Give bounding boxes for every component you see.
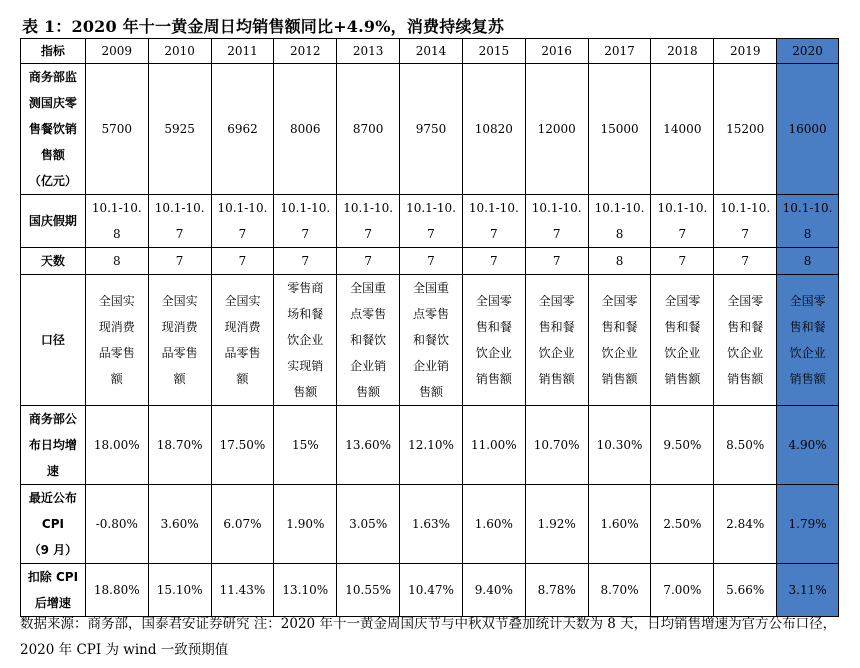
table-row [21, 275, 839, 406]
header-year: 2014 [400, 39, 463, 64]
table-cell: 9.50% [651, 406, 714, 485]
table-cell: 7 [400, 248, 463, 275]
table-cell: 15000 [588, 64, 651, 195]
table-title: 表 1：2020 年十一黄金周日均销售额同比+4.9%，消费持续复苏 [22, 17, 505, 36]
row-label: 最近公布 CPI （9 月） [21, 485, 86, 564]
table-cell: 7 [211, 248, 274, 275]
table-cell: 8 [85, 248, 148, 275]
table-cell: 12000 [525, 64, 588, 195]
table-row [21, 564, 839, 617]
table-cell: 10.1-10. 7 [400, 195, 463, 248]
table-cell: 5700 [85, 64, 148, 195]
footnote: 数据来源：商务部，国泰君安证券研究 注：2020 年十一黄金周国庆节与中秋双节叠加统计天数为 8 天，日均销售增速为官方公布口径，2020 年 CPI 为 wind 一致预期值 [20, 616, 837, 658]
table-cell: 1.63% [400, 485, 463, 564]
data-table [20, 38, 839, 617]
table-cell: 8 [777, 248, 839, 275]
table-cell: 10.1-10. 7 [148, 195, 211, 248]
table-cell: 10.1-10. 7 [211, 195, 274, 248]
header-year: 2012 [274, 39, 337, 64]
table-cell: 15% [274, 406, 337, 485]
table-cell: 8006 [274, 64, 337, 195]
row-label: 口径 [21, 275, 86, 406]
table-cell: 8700 [337, 64, 400, 195]
header-year: 2013 [337, 39, 400, 64]
table-cell: 18.70% [148, 406, 211, 485]
table-row [21, 64, 839, 195]
table-cell: 7 [148, 248, 211, 275]
header-year: 2019 [714, 39, 777, 64]
table-cell: 10.1-10. 7 [274, 195, 337, 248]
table-row [21, 406, 839, 485]
table-cell: 10.1-10. 7 [462, 195, 525, 248]
table-cell: 7 [651, 248, 714, 275]
table-cell: 10.55% [337, 564, 400, 617]
row-label: 天数 [21, 248, 86, 275]
table-cell: 10.47% [400, 564, 463, 617]
table-cell: 13.10% [274, 564, 337, 617]
table-cell: 1.60% [588, 485, 651, 564]
table-cell: 8.70% [588, 564, 651, 617]
row-label: 国庆假期 [21, 195, 86, 248]
header-year: 2018 [651, 39, 714, 64]
table-cell: 7 [337, 248, 400, 275]
table-cell: 5.66% [714, 564, 777, 617]
header-label: 指标 [21, 39, 86, 64]
table-cell: 10.1-10. 8 [777, 195, 839, 248]
table-cell: 11.00% [462, 406, 525, 485]
header-year: 2011 [211, 39, 274, 64]
table-cell: 4.90% [777, 406, 839, 485]
table-cell: 全国零 售和餐 饮企业 销售额 [588, 275, 651, 406]
table-cell: 11.43% [211, 564, 274, 617]
row-label: 商务部公 布日均增 速 [21, 406, 86, 485]
table-cell: 9750 [400, 64, 463, 195]
table-cell: 14000 [651, 64, 714, 195]
table-cell: 18.80% [85, 564, 148, 617]
table-cell: 10.1-10. 8 [85, 195, 148, 248]
table-cell: 13.60% [337, 406, 400, 485]
table-cell: 3.11% [777, 564, 839, 617]
table-cell: 2.84% [714, 485, 777, 564]
table-cell: 7 [274, 248, 337, 275]
table-cell: 16000 [777, 64, 839, 195]
table-cell: 全国零 售和餐 饮企业 销售额 [651, 275, 714, 406]
table-cell: 10.70% [525, 406, 588, 485]
table-cell: 全国零 售和餐 饮企业 销售额 [714, 275, 777, 406]
table-cell: 全国零 售和餐 饮企业 销售额 [777, 275, 839, 406]
row-label: 商务部监 测国庆零 售餐饮销 售额 （亿元） [21, 64, 86, 195]
header-year: 2017 [588, 39, 651, 64]
table-cell: 6962 [211, 64, 274, 195]
table-cell: 9.40% [462, 564, 525, 617]
table-cell: 7 [462, 248, 525, 275]
table-cell: 8 [588, 248, 651, 275]
table-cell: 2.50% [651, 485, 714, 564]
table-cell: 全国零 售和餐 饮企业 销售额 [462, 275, 525, 406]
table-cell: 15200 [714, 64, 777, 195]
table-cell: 3.05% [337, 485, 400, 564]
table-cell: 8.78% [525, 564, 588, 617]
table-cell: 7 [714, 248, 777, 275]
table-cell: 10.1-10. 7 [525, 195, 588, 248]
table-cell: 5925 [148, 64, 211, 195]
table-row [21, 248, 839, 275]
table-cell: 17.50% [211, 406, 274, 485]
table-cell: 10.30% [588, 406, 651, 485]
table-cell: 全国实 现消费 品零售 额 [148, 275, 211, 406]
table-cell: 18.00% [85, 406, 148, 485]
table-cell: 全国重 点零售 和餐饮 企业销 售额 [337, 275, 400, 406]
table-cell: 3.60% [148, 485, 211, 564]
table-cell: 7.00% [651, 564, 714, 617]
table-cell: 全国零 售和餐 饮企业 销售额 [525, 275, 588, 406]
table-cell: 10.1-10. 8 [588, 195, 651, 248]
header-year: 2010 [148, 39, 211, 64]
table-cell: 15.10% [148, 564, 211, 617]
table-cell: 全国实 现消费 品零售 额 [85, 275, 148, 406]
table-cell: 全国实 现消费 品零售 额 [211, 275, 274, 406]
table-row [21, 485, 839, 564]
table-cell: 零售商 场和餐 饮企业 实现销 售额 [274, 275, 337, 406]
table-cell: 全国重 点零售 和餐饮 企业销 售额 [400, 275, 463, 406]
row-label: 扣除 CPI 后增速 [21, 564, 86, 617]
table-cell: 10.1-10. 7 [337, 195, 400, 248]
table-cell: 1.79% [777, 485, 839, 564]
table-cell: 8.50% [714, 406, 777, 485]
table-cell: 10.1-10. 7 [714, 195, 777, 248]
header-row [21, 39, 839, 64]
table-cell: 1.60% [462, 485, 525, 564]
table-cell: 1.92% [525, 485, 588, 564]
table-cell: 12.10% [400, 406, 463, 485]
table-cell: 10.1-10. 7 [651, 195, 714, 248]
table-cell: 7 [525, 248, 588, 275]
header-year: 2015 [462, 39, 525, 64]
table-cell: 6.07% [211, 485, 274, 564]
table-cell: 1.90% [274, 485, 337, 564]
table-cell: 10820 [462, 64, 525, 195]
table-cell: -0.80% [85, 485, 148, 564]
table-row [21, 195, 839, 248]
header-year: 2009 [85, 39, 148, 64]
header-year: 2016 [525, 39, 588, 64]
header-year: 2020 [777, 39, 839, 64]
